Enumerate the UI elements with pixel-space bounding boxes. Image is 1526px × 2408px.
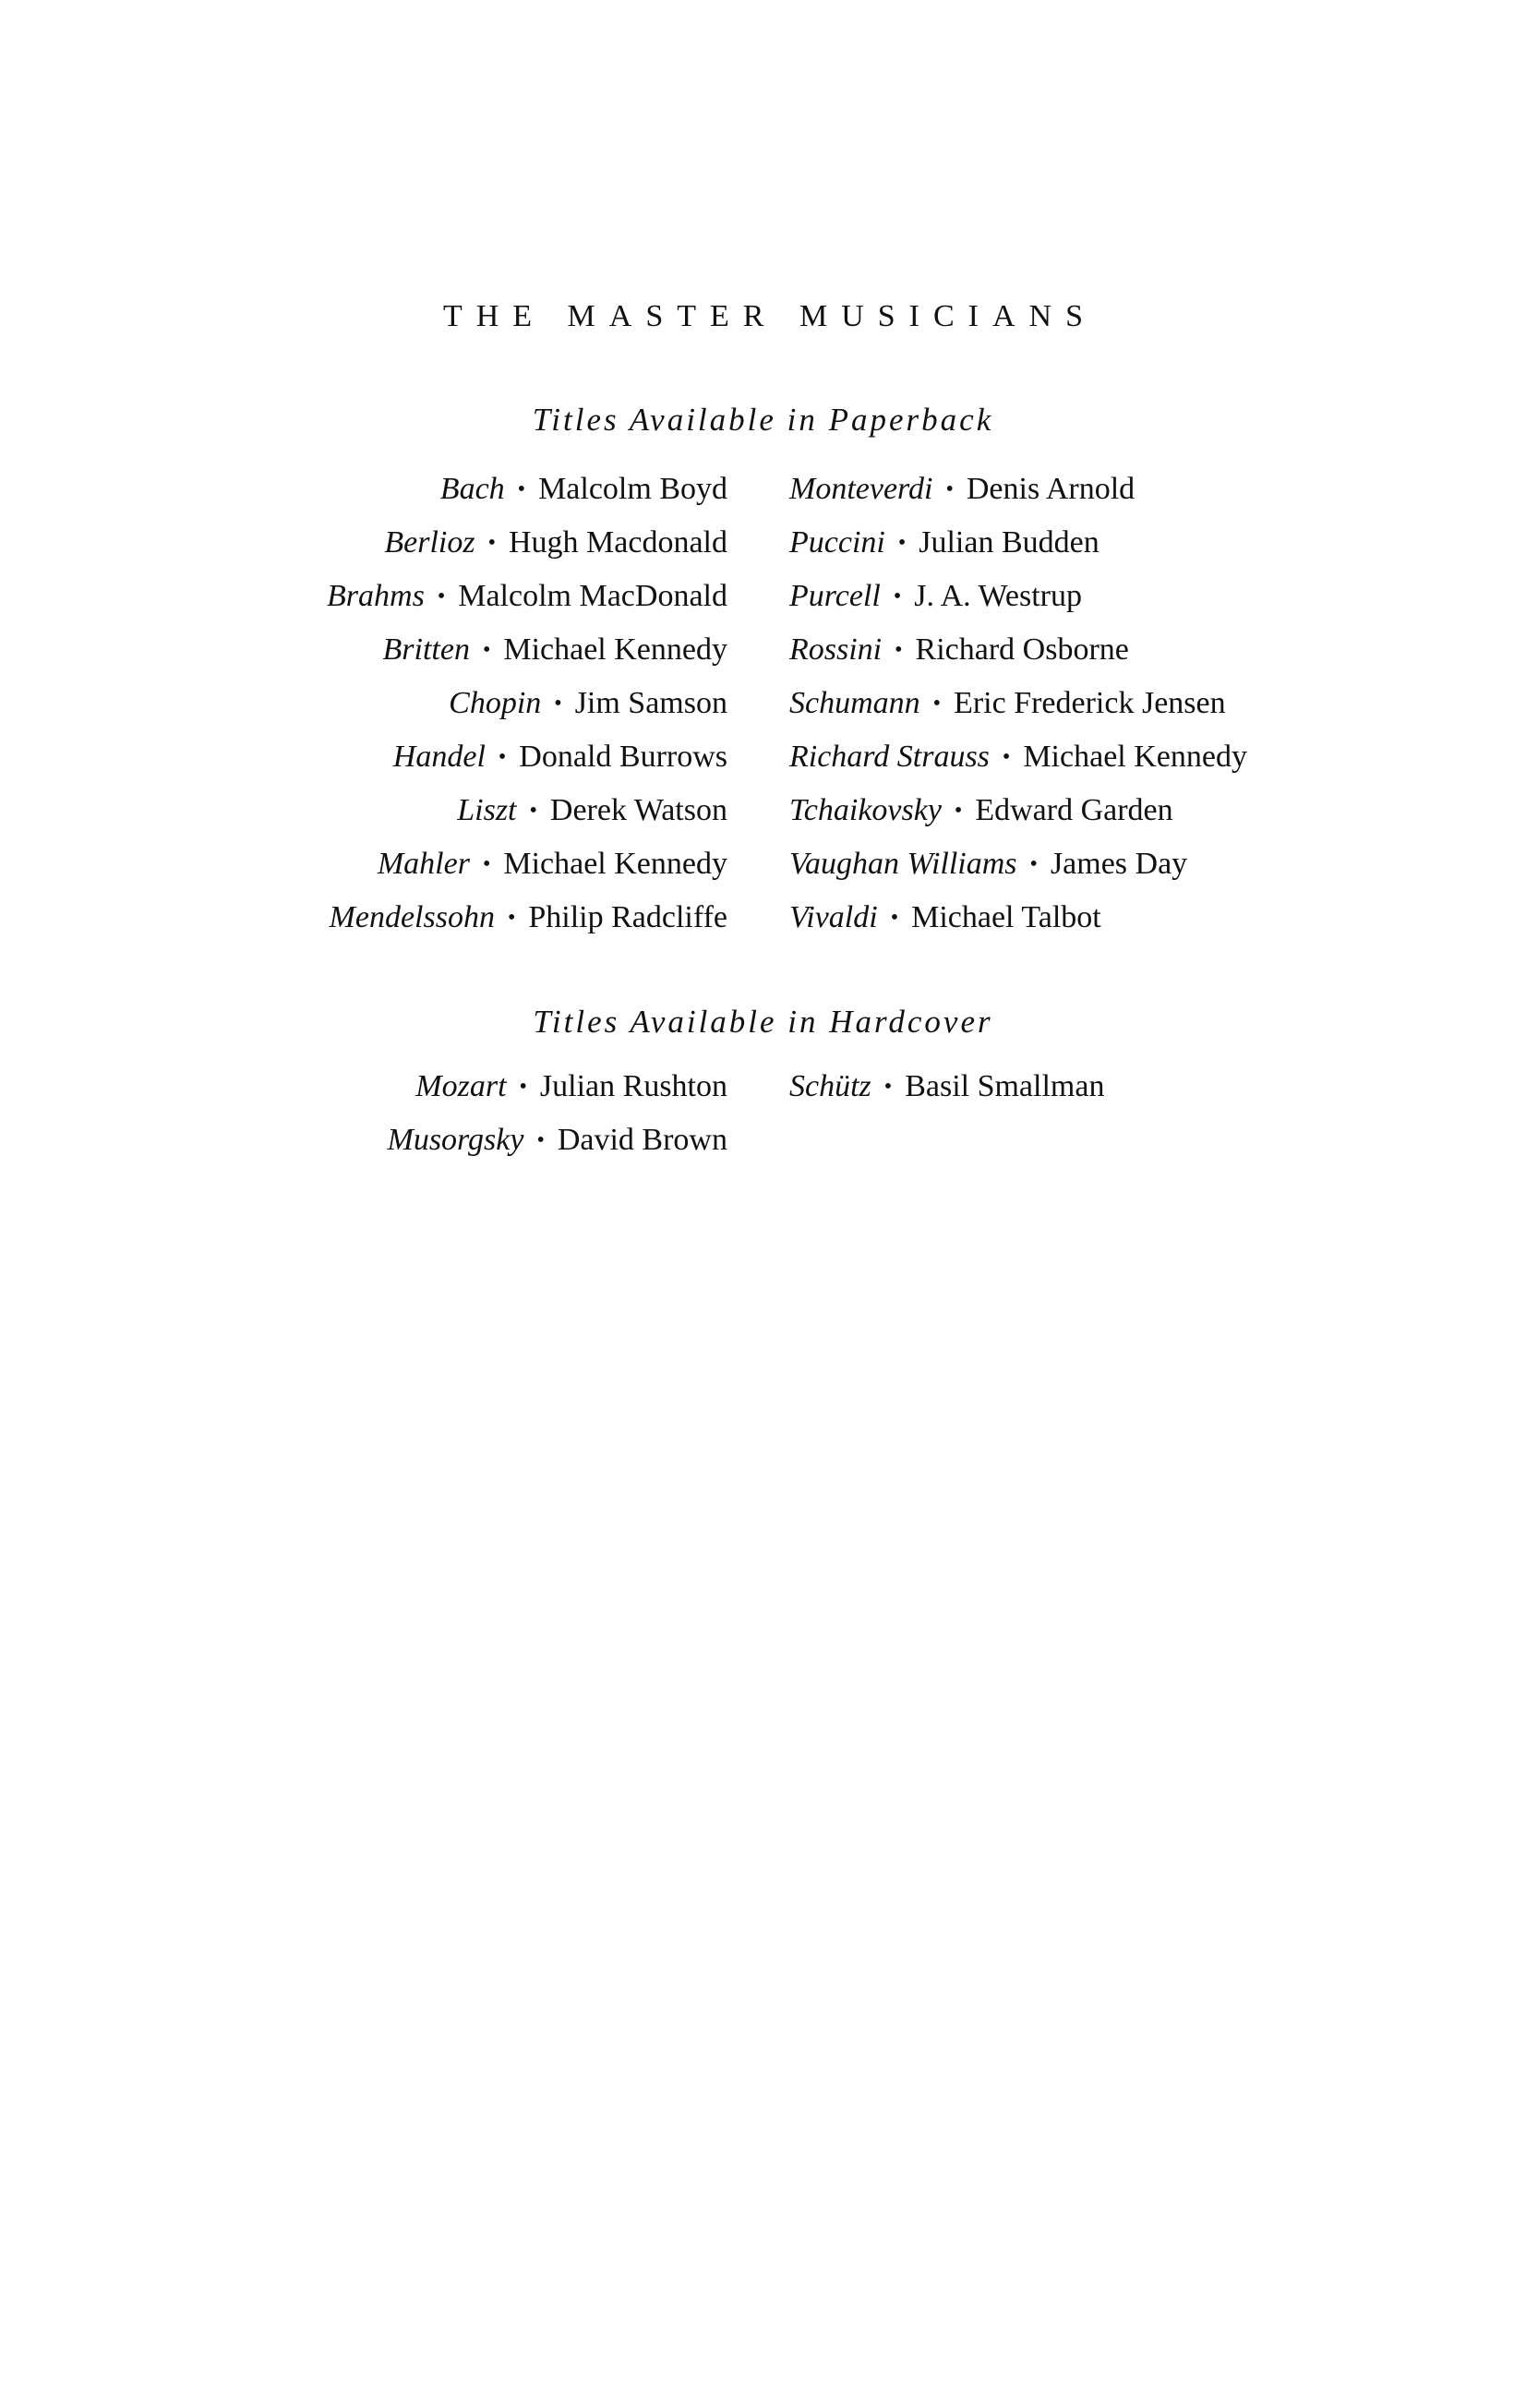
hardcover-left-column — [388, 1064, 728, 1171]
author-name: Michael Kennedy — [503, 632, 727, 667]
composer-name: Puccini — [789, 525, 885, 560]
author-name: James Day — [1050, 847, 1188, 881]
author-name: Basil Smallman — [905, 1069, 1105, 1103]
title-entry — [789, 788, 1247, 841]
bullet-separator: • — [945, 477, 954, 501]
title-entry — [789, 573, 1247, 627]
bullet-separator: • — [890, 906, 899, 930]
composer-name: Brahms — [327, 579, 425, 613]
title-entry — [327, 895, 727, 948]
composer-name: Berlioz — [384, 525, 475, 560]
composer-name: Purcell — [789, 579, 881, 613]
author-name: Richard Osborne — [915, 632, 1129, 667]
author-name: Denis Arnold — [966, 472, 1135, 506]
title-entry — [327, 520, 727, 573]
author-name: David Brown — [557, 1123, 727, 1157]
title-entry — [789, 680, 1247, 734]
title-entry — [327, 627, 727, 680]
bullet-separator: • — [482, 638, 491, 662]
hardcover-heading: Titles Available in Hardcover — [533, 1004, 993, 1040]
bullet-separator: • — [554, 692, 562, 716]
bullet-separator: • — [536, 1128, 545, 1152]
title-entry — [388, 1064, 728, 1117]
author-name: Malcolm MacDonald — [458, 579, 727, 613]
author-name: Michael Talbot — [911, 900, 1101, 934]
hardcover-right-column — [789, 1064, 1104, 1117]
composer-name: Schütz — [789, 1069, 871, 1103]
title-entry — [789, 520, 1247, 573]
paperback-right-column — [789, 466, 1247, 948]
composer-name: Richard Strauss — [789, 740, 990, 774]
bullet-separator: • — [883, 1075, 893, 1099]
bullet-separator: • — [529, 799, 537, 823]
composer-name: Mahler — [377, 847, 470, 881]
author-name: Hugh Macdonald — [508, 525, 727, 560]
author-name: Donald Burrows — [519, 740, 727, 774]
composer-name: Schumann — [789, 686, 920, 720]
paperback-heading: Titles Available in Paperback — [532, 402, 994, 438]
author-name: Julian Budden — [919, 525, 1099, 560]
bullet-separator: • — [954, 799, 963, 823]
bullet-separator: • — [895, 638, 903, 662]
bullet-separator: • — [897, 531, 907, 555]
title-entry — [388, 1117, 728, 1171]
bullet-separator: • — [932, 692, 942, 716]
bullet-separator: • — [1029, 852, 1038, 876]
bullet-separator: • — [519, 1075, 527, 1099]
bullet-separator: • — [437, 584, 446, 608]
bullet-separator: • — [487, 531, 496, 555]
title-entry — [327, 466, 727, 520]
composer-name: Rossini — [789, 632, 883, 667]
composer-name: Handel — [392, 740, 486, 774]
author-name: Michael Kennedy — [1023, 740, 1247, 774]
composer-name: Musorgsky — [387, 1123, 524, 1157]
title-entry — [789, 466, 1247, 520]
series-title: THE MASTER MUSICIANS — [442, 299, 1098, 333]
author-name: Julian Rushton — [539, 1069, 727, 1103]
title-entry — [327, 573, 727, 627]
bullet-separator: • — [1002, 745, 1011, 769]
author-name: Edward Garden — [975, 793, 1173, 827]
author-name: Philip Radcliffe — [528, 900, 727, 934]
bullet-separator: • — [498, 745, 507, 769]
composer-name: Liszt — [457, 793, 517, 827]
composer-name: Chopin — [449, 686, 542, 720]
author-name: Eric Frederick Jensen — [954, 686, 1226, 720]
title-entry — [789, 895, 1247, 948]
title-entry — [789, 734, 1247, 788]
bullet-separator: • — [893, 584, 902, 608]
composer-name: Mendelssohn — [329, 900, 495, 934]
composer-name: Bach — [439, 472, 505, 506]
author-name: Jim Samson — [574, 686, 727, 720]
bullet-separator: • — [517, 477, 526, 501]
title-entry — [789, 627, 1247, 680]
bullet-separator: • — [507, 906, 516, 930]
title-entry — [789, 841, 1247, 895]
title-entry — [327, 788, 727, 841]
paperback-left-column — [327, 466, 727, 948]
title-entry — [327, 734, 727, 788]
title-entry — [789, 1064, 1104, 1117]
composer-name: Tchaikovsky — [789, 793, 942, 827]
composer-name: Monteverdi — [789, 472, 933, 506]
title-entry — [327, 841, 727, 895]
composer-name: Mozart — [415, 1069, 507, 1103]
composer-name: Vivaldi — [789, 900, 878, 934]
bullet-separator: • — [482, 852, 491, 876]
composer-name: Britten — [382, 632, 470, 667]
author-name: Derek Watson — [549, 793, 727, 827]
author-name: Malcolm Boyd — [538, 472, 727, 506]
author-name: J. A. Westrup — [914, 579, 1082, 613]
title-entry — [327, 680, 727, 734]
author-name: Michael Kennedy — [503, 847, 727, 881]
composer-name: Vaughan Williams — [789, 847, 1017, 881]
